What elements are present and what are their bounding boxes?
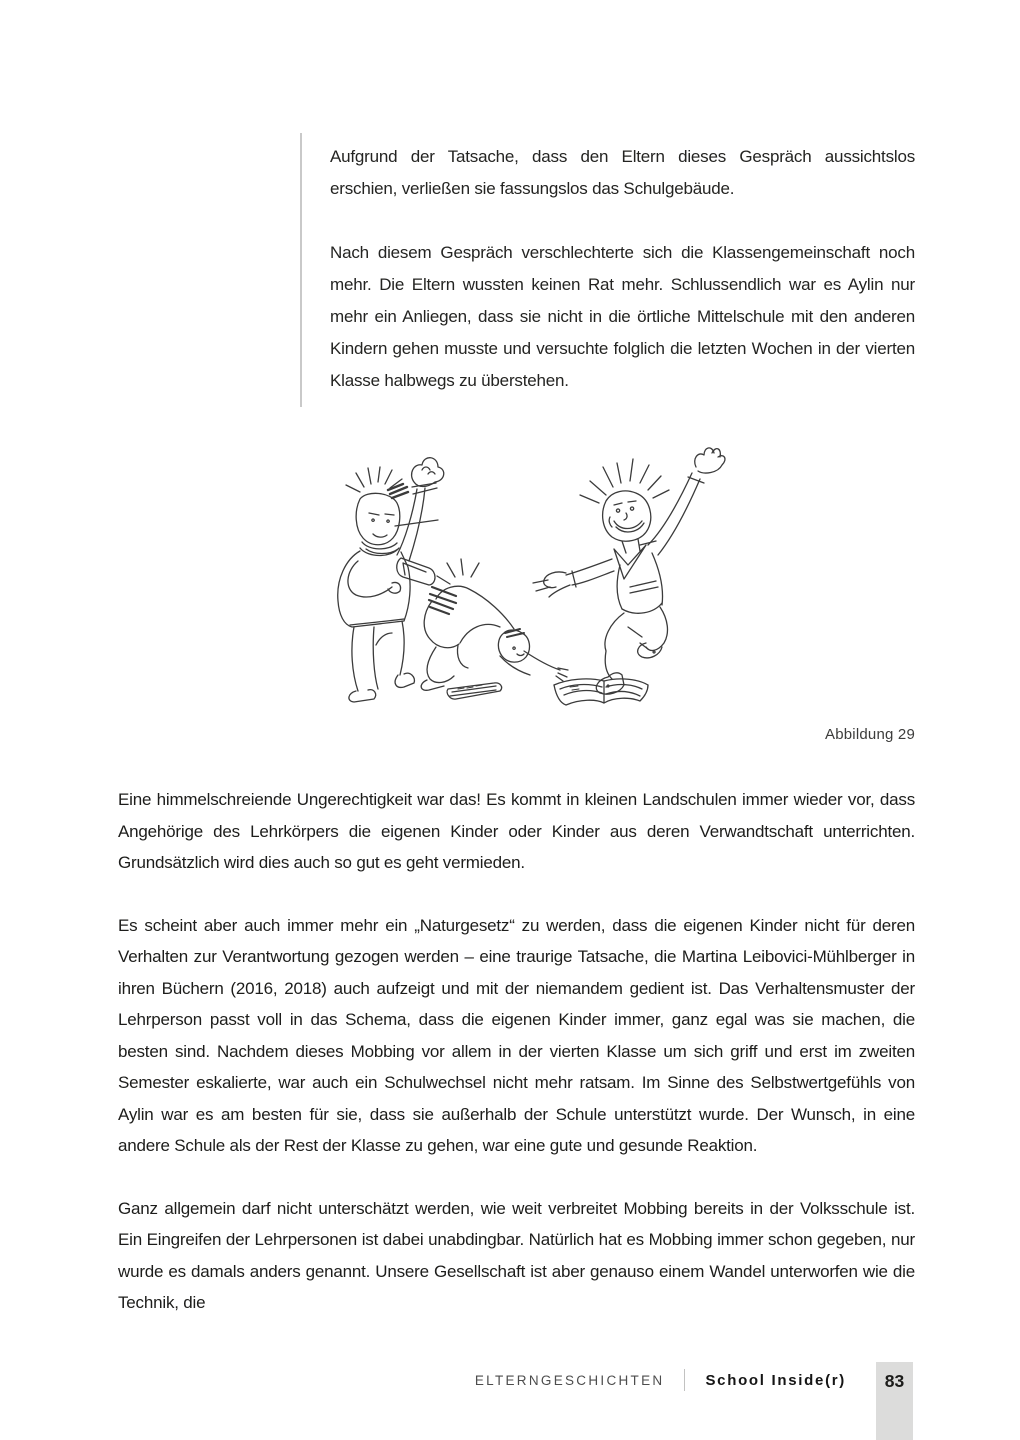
page-number-tab — [876, 1362, 913, 1440]
figure-illustration — [308, 436, 744, 730]
footer-divider — [684, 1369, 685, 1391]
body-paragraph: Es scheint aber auch immer mehr ein „Naturgesetz“ zu werden, dass die eigenen Kinder nicht für deren Verhalten zur Verantwortung gezogen werden – eine traurige Tatsache, die Martina Leibovici-Mühlberger in ihren Büchern (2016, 2018) auch aufzeigt und mit der niemandem gedient ist. Das Verhaltensmuster der Lehrperson passt voll in das Schema, dass die eigenen Kinder immer, ganz egal was sie machen, die besten sind. Nachdem dieses Mobbing vor allem in der vierten Klasse um sich griff und erst im zweiten Semester eskalierte, war auch ein Schulwechsel nicht mehr ratsam. Im Sinne des Selbstwertgefühls von Aylin war es am besten für sie, dass sie außerhalb der Schule unterstützt wurde. Der Wunsch, in eine andere Schule als der Rest der Klasse zu gehen, war eine gute und gesunde Reaktion. — [118, 915, 915, 1155]
body-paragraph: Ganz allgemein darf nicht unterschätzt werden, wie weit verbreitet Mobbing bereits in der Volksschule ist. Ein Eingreifen der Lehrpersonen ist dabei unabdingbar. Natürlich hat es Mobbing immer schon gegeben, nur wurde es damals anders genannt. Unsere Gesellschaft ist aber genauso einem Wandel unterworfen wie die Technik, die — [118, 1198, 915, 1312]
page-number: 83 — [884, 1371, 905, 1391]
figure-sketch-svg — [308, 436, 744, 730]
body-text — [118, 784, 915, 1319]
sketch-books — [447, 679, 648, 705]
footer-chapter-label: ELTERNGESCHICHTEN — [474, 1372, 665, 1388]
sketch-jumping-figure — [533, 448, 725, 694]
figure-caption: Abbildung 29 — [825, 726, 915, 743]
footer-book-title: School Inside(r) — [705, 1371, 846, 1389]
body-paragraph: Eine himmelschreiende Ungerechtigkeit war das! Es kommt in kleinen Landschulen immer wieder vor, dass Angehörige des Lehrkörpers die eigenen Kinder oder Kinder aus deren Verwandtschaft unterrichten. Grundsätzlich wird dies auch so gut es geht vermieden. — [118, 790, 915, 872]
quote-paragraph: Aufgrund der Tatsache, dass den Eltern dieses Gespräch aussichtslos erschien, verließen sie fassungslos das Schulgebäude. — [330, 147, 915, 198]
quote-block — [300, 133, 915, 407]
page-footer — [0, 1366, 876, 1394]
sketch-kneeling-figure — [421, 559, 568, 690]
quote-paragraph: Nach diesem Gespräch verschlechterte sich die Klassengemeinschaft noch mehr. Die Eltern wussten keinen Rat mehr. Schlussendlich war es Aylin nur mehr ein Anliegen, dass sie nicht in die örtliche Mittelschule mit den anderen Kindern gehen musste und versuchte folglich die letzten Wochen in der vierten Klasse halbwegs zu überstehen. — [330, 243, 915, 390]
